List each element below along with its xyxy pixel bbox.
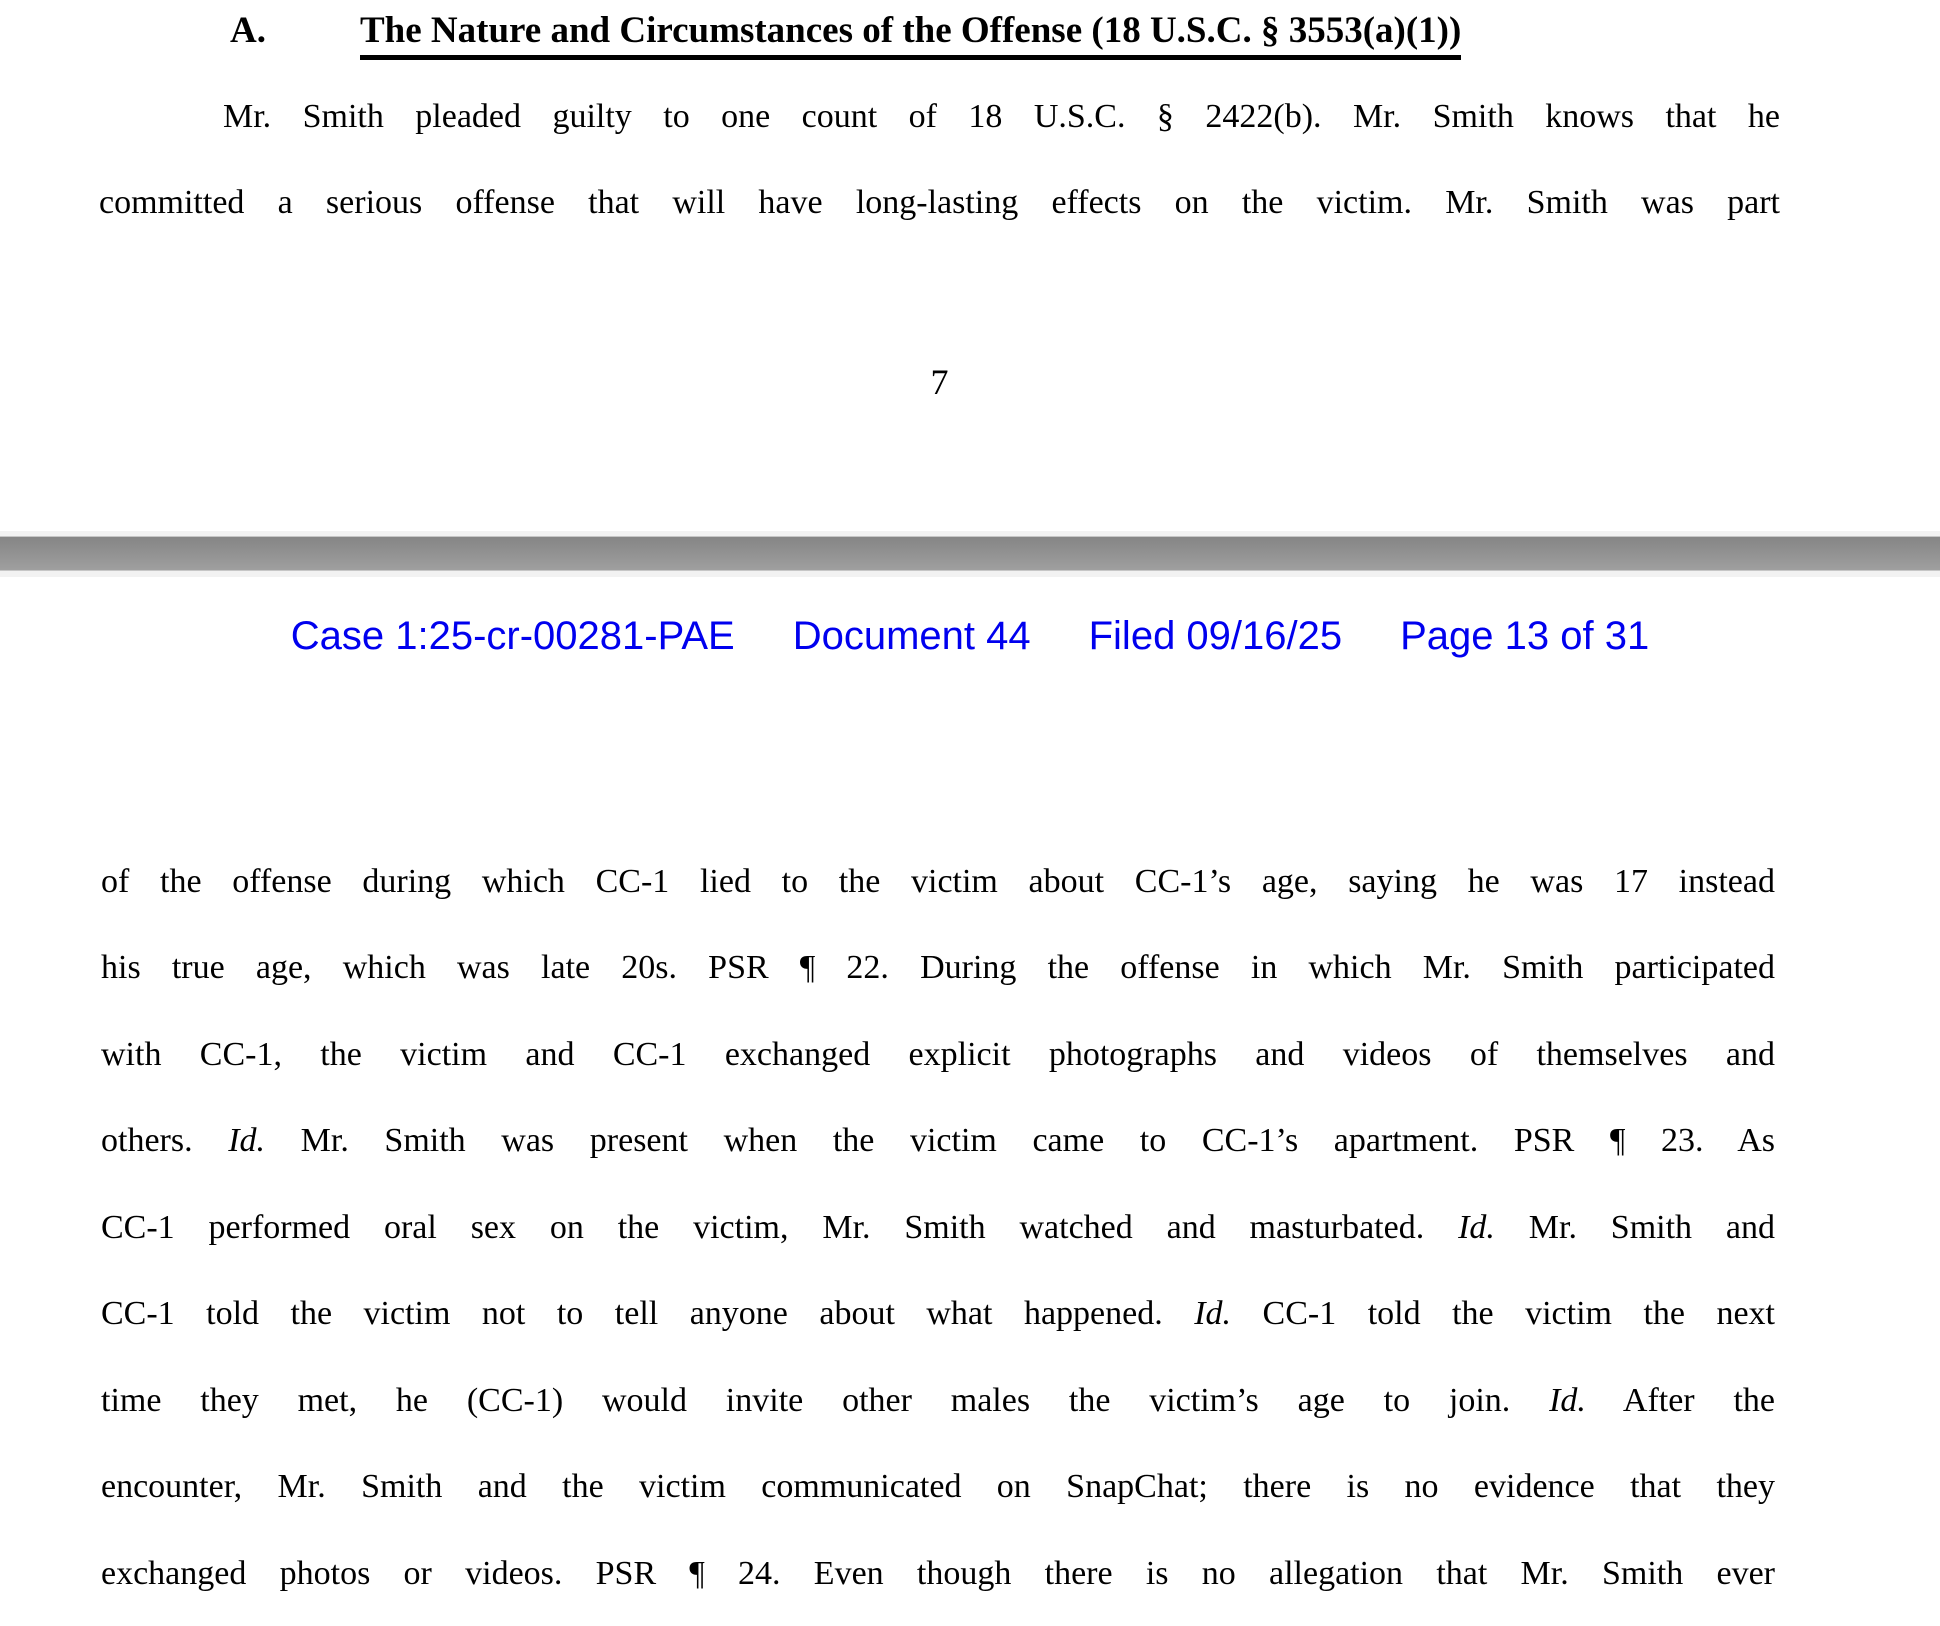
section-heading [230, 10, 1461, 60]
text-segment: exchanged photos or videos. PSR ¶ 24. Even though there is no allegation that Mr. Smith ever [101, 1555, 1775, 1592]
page-separator-bar [0, 536, 1940, 571]
stamp-page-count: Page 13 of 31 [1400, 614, 1650, 658]
paragraph-line: committed a serious offense that will have long-lasting effects on the victim. Mr. Smith was part [99, 184, 1780, 221]
citation-id: Id. [1194, 1295, 1232, 1332]
stamp-case-number: Case 1:25-cr-00281-PAE [290, 614, 735, 658]
paragraph-line: Mr. Smith pleaded guilty to one count of 18 U.S.C. § 2422(b). Mr. Smith knows that he [223, 98, 1780, 135]
case-stamp [0, 615, 1940, 657]
stamp-document-number: Document 44 [792, 614, 1031, 658]
text-segment: his true age, which was late 20s. PSR ¶ 22. During the offense in which Mr. Smith participated [101, 949, 1775, 986]
citation-id: Id. [1458, 1209, 1495, 1246]
text-segment: CC-1 told the victim the next [1231, 1295, 1776, 1332]
text-segment: encounter, Mr. Smith and the victim communicated on SnapChat; there is no evidence that they [101, 1468, 1775, 1505]
text-segment: of the offense during which CC-1 lied to the victim about CC-1’s age, saying he was 17 instead [101, 863, 1775, 900]
body-line [101, 1035, 1775, 1075]
text-segment: others. [101, 1122, 229, 1159]
heading-title: The Nature and Circumstances of the Offense (18 U.S.C. § 3553(a)(1)) [360, 10, 1461, 60]
body-line [101, 1467, 1775, 1507]
text-segment: Mr. Smith was present when the victim came to CC-1’s apartment. PSR ¶ 23. As [265, 1122, 1775, 1159]
body-line [101, 948, 1775, 988]
citation-id: Id. [228, 1122, 266, 1159]
page-separator [0, 531, 1940, 577]
body-line [101, 1381, 1775, 1421]
body-line [101, 1121, 1775, 1161]
text-segment: time they met, he (CC-1) would invite other males the victim’s age to join. [101, 1382, 1550, 1419]
text-segment: CC-1 performed oral sex on the victim, Mr. Smith watched and masturbated. [101, 1209, 1459, 1246]
body-line [101, 1554, 1775, 1594]
page-number: 7 [930, 362, 949, 402]
text-segment: with CC-1, the victim and CC-1 exchanged explicit photographs and videos of themselves and [101, 1036, 1775, 1073]
citation-id: Id. [1549, 1382, 1586, 1419]
body-line [101, 862, 1775, 902]
stamp-filed-date: Filed 09/16/25 [1088, 614, 1343, 658]
text-segment: CC-1 told the victim not to tell anyone about what happened. [101, 1295, 1195, 1332]
text-segment: Mr. Smith and [1494, 1209, 1775, 1246]
body-line [101, 1208, 1775, 1248]
body-line [101, 1294, 1775, 1334]
heading-number: A. [230, 10, 266, 51]
text-segment: After the [1585, 1382, 1775, 1419]
